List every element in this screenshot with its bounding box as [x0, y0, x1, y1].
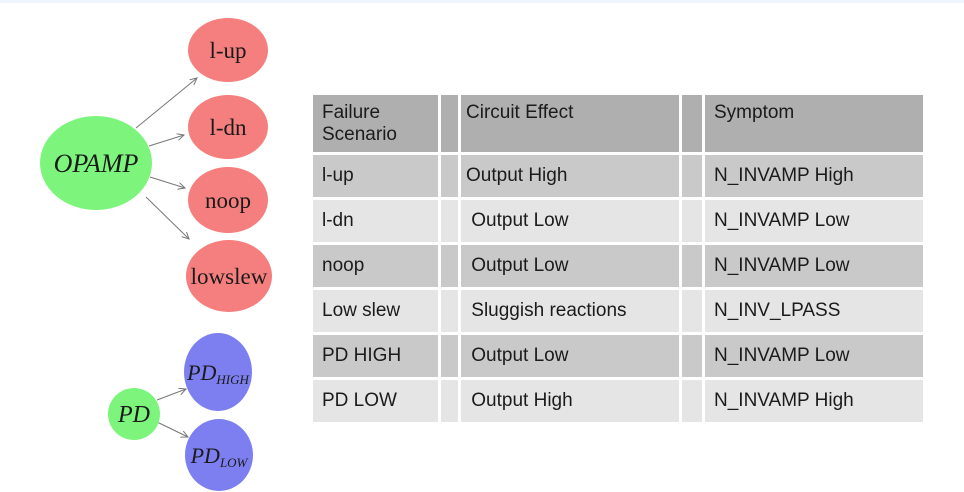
- cell-failure: PD LOW: [313, 380, 438, 422]
- header-circuit-effect: Circuit Effect: [461, 95, 679, 152]
- l-up-label: l-up: [209, 38, 247, 63]
- node-lowslew: [186, 240, 272, 312]
- spacer-cell: [682, 245, 702, 287]
- edge-pd-pdlow: [157, 422, 188, 437]
- node-l-dn: [188, 95, 268, 159]
- cell-failure: l-up: [313, 155, 438, 197]
- spacer-cell: [682, 200, 702, 242]
- header-symptom: Symptom: [705, 95, 923, 152]
- pd-high-subscript: HIGH: [216, 372, 249, 387]
- header-failure-scenario: Failure Scenario: [313, 95, 438, 152]
- cell-effect: Output Low: [461, 245, 679, 287]
- edge-opamp-lowslew: [146, 197, 189, 239]
- node-l-up: [188, 18, 268, 82]
- pd-tree-edges: [157, 389, 188, 437]
- fault-tree-diagram: [0, 0, 310, 492]
- pd-label: PD: [118, 402, 150, 428]
- failure-scenario-table: [313, 95, 923, 422]
- spacer-cell: [441, 335, 458, 377]
- cell-effect: Output High: [461, 155, 679, 197]
- edge-opamp-noop: [150, 177, 185, 188]
- cell-symptom: N_INVAMP Low: [705, 245, 923, 287]
- cell-effect: Sluggish reactions: [461, 290, 679, 332]
- edge-opamp-ldn: [149, 135, 184, 146]
- header-spacer-1: [441, 95, 458, 152]
- spacer-cell: [441, 380, 458, 422]
- l-dn-label: l-dn: [209, 115, 247, 140]
- spacer-cell: [682, 155, 702, 197]
- node-noop: [188, 167, 268, 233]
- cell-effect: Output Low: [461, 335, 679, 377]
- pd-high-base: PD: [187, 360, 217, 385]
- spacer-cell: [682, 380, 702, 422]
- cell-failure: Low slew: [313, 290, 438, 332]
- node-pd-high: [184, 333, 252, 411]
- node-pd-low: [185, 419, 253, 491]
- spacer-cell: [441, 200, 458, 242]
- cell-symptom: N_INVAMP High: [705, 155, 923, 197]
- header-spacer-2: [682, 95, 702, 152]
- spacer-cell: [682, 290, 702, 332]
- cell-failure: noop: [313, 245, 438, 287]
- spacer-cell: [441, 290, 458, 332]
- noop-label: noop: [205, 188, 251, 213]
- opamp-label: OPAMP: [53, 149, 139, 178]
- pd-low-subscript: LOW: [219, 455, 248, 470]
- cell-symptom: N_INVAMP Low: [705, 335, 923, 377]
- cell-failure: l-dn: [313, 200, 438, 242]
- spacer-cell: [441, 155, 458, 197]
- cell-failure: PD HIGH: [313, 335, 438, 377]
- cell-symptom: N_INVAMP High: [705, 380, 923, 422]
- lowslew-label: lowslew: [190, 264, 268, 289]
- spacer-cell: [682, 335, 702, 377]
- spacer-cell: [441, 245, 458, 287]
- edge-opamp-lup: [136, 78, 197, 128]
- node-opamp: [40, 116, 152, 210]
- cell-effect: Output Low: [461, 200, 679, 242]
- cell-symptom: N_INV_LPASS: [705, 290, 923, 332]
- cell-symptom: N_INVAMP Low: [705, 200, 923, 242]
- pd-low-base: PD: [190, 443, 220, 468]
- edge-pd-pdhigh: [157, 389, 186, 400]
- node-pd: [108, 388, 160, 440]
- cell-effect: Output High: [461, 380, 679, 422]
